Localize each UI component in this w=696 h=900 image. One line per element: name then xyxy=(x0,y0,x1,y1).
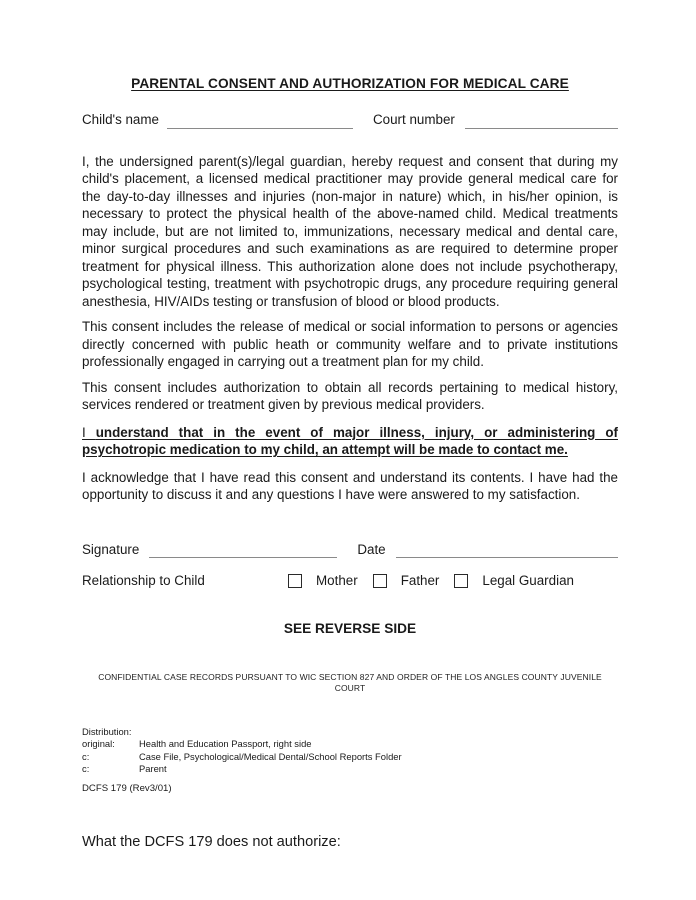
contact-notice-paragraph xyxy=(82,424,618,459)
consent-paragraph-records-authorization: This consent includes authorization to obtain all records pertaining to medical history, services rendered or treatment given by previous medical providers. xyxy=(82,379,618,412)
acknowledgement-paragraph: I acknowledge that I have read this consent and understand its contents. I have had the opportunity to discuss it and any questions I have were answered to my satisfaction. xyxy=(82,469,618,502)
signature-label: Signature xyxy=(82,541,140,557)
child-name-label: Child's name xyxy=(82,112,159,127)
distribution-row-label: original: xyxy=(82,738,115,749)
father-checkbox-label: Father xyxy=(400,573,440,588)
signature-line[interactable] xyxy=(149,541,337,558)
contact-notice-prefix: I xyxy=(82,424,96,440)
court-number-label: Court number xyxy=(372,112,455,127)
relationship-to-child-label: Relationship to Child xyxy=(82,573,205,588)
header-fields-row xyxy=(82,111,618,129)
signature-row xyxy=(82,541,618,559)
distribution-row-copy-1 xyxy=(82,751,618,764)
document-title: PARENTAL CONSENT AND AUTHORIZATION FOR MEDICAL CARE xyxy=(131,76,569,91)
relationship-row xyxy=(82,572,618,590)
form-number: DCFS 179 (Rev3/01) xyxy=(82,782,172,794)
distribution-row-copy-2 xyxy=(82,763,618,776)
distribution-row-value: Case File, Psychological/Medical Dental/School Reports Folder xyxy=(139,750,402,762)
distribution-row-value: Parent xyxy=(139,763,167,774)
date-line[interactable] xyxy=(396,541,618,558)
distribution-heading: Distribution: xyxy=(82,725,132,737)
legal-guardian-checkbox[interactable] xyxy=(454,574,468,588)
court-number-line[interactable] xyxy=(465,112,618,129)
child-name-line[interactable] xyxy=(167,112,353,129)
see-reverse-side-heading: SEE REVERSE SIDE xyxy=(283,620,417,636)
legal-guardian-checkbox-label: Legal Guardian xyxy=(482,573,574,588)
distribution-row-original xyxy=(82,738,618,751)
distribution-block xyxy=(82,726,618,776)
mother-checkbox[interactable] xyxy=(288,574,302,588)
distribution-row-value: Health and Education Passport, right side xyxy=(139,738,312,749)
footer-not-authorized-heading: What the DCFS 179 does not authorize: xyxy=(82,834,341,850)
date-label: Date xyxy=(357,541,386,557)
consent-paragraph-release-of-information: This consent includes the release of medical or social information to persons or agencies directly concerned with public heath or community welfare and to private institutions professionally engaged in carrying out a treatment plan for my child. xyxy=(82,319,618,369)
confidential-records-notice: CONFIDENTIAL CASE RECORDS PURSUANT TO WIC SECTION 827 AND ORDER OF THE LOS ANGLES COUNTY JUVENILE COURT xyxy=(98,671,602,693)
distribution-row-label: c: xyxy=(82,763,90,774)
contact-notice-bold-text: understand that in the event of major illness, injury, or administering of psychotropic medication to my child, an attempt will be made to contact me. xyxy=(82,424,618,457)
distribution-row-label: c: xyxy=(82,750,90,762)
mother-checkbox-label: Mother xyxy=(316,573,358,588)
father-checkbox[interactable] xyxy=(373,574,387,588)
consent-paragraph-general-care: I, the undersigned parent(s)/legal guardian, hereby request and consent that during my child's placement, a licensed medical practitioner may provide general medical care for the day-to-day illnesses and injuries (non-major in nature) which, in his/her opinion, is necessary to protect the physical health of the above-named child. Medical treatments may include, but are not limited to, immunizations, necessary medical and dental care, minor surgical procedures and such examinations as are required to determine proper treatment for physical illness. This authorization alone does not include psychotherapy, psychological testing, treatment with psychotropic drugs, any procedure requiring general anesthesia, HIV/AIDs testing or transfusion of blood or blood products. xyxy=(82,153,618,309)
